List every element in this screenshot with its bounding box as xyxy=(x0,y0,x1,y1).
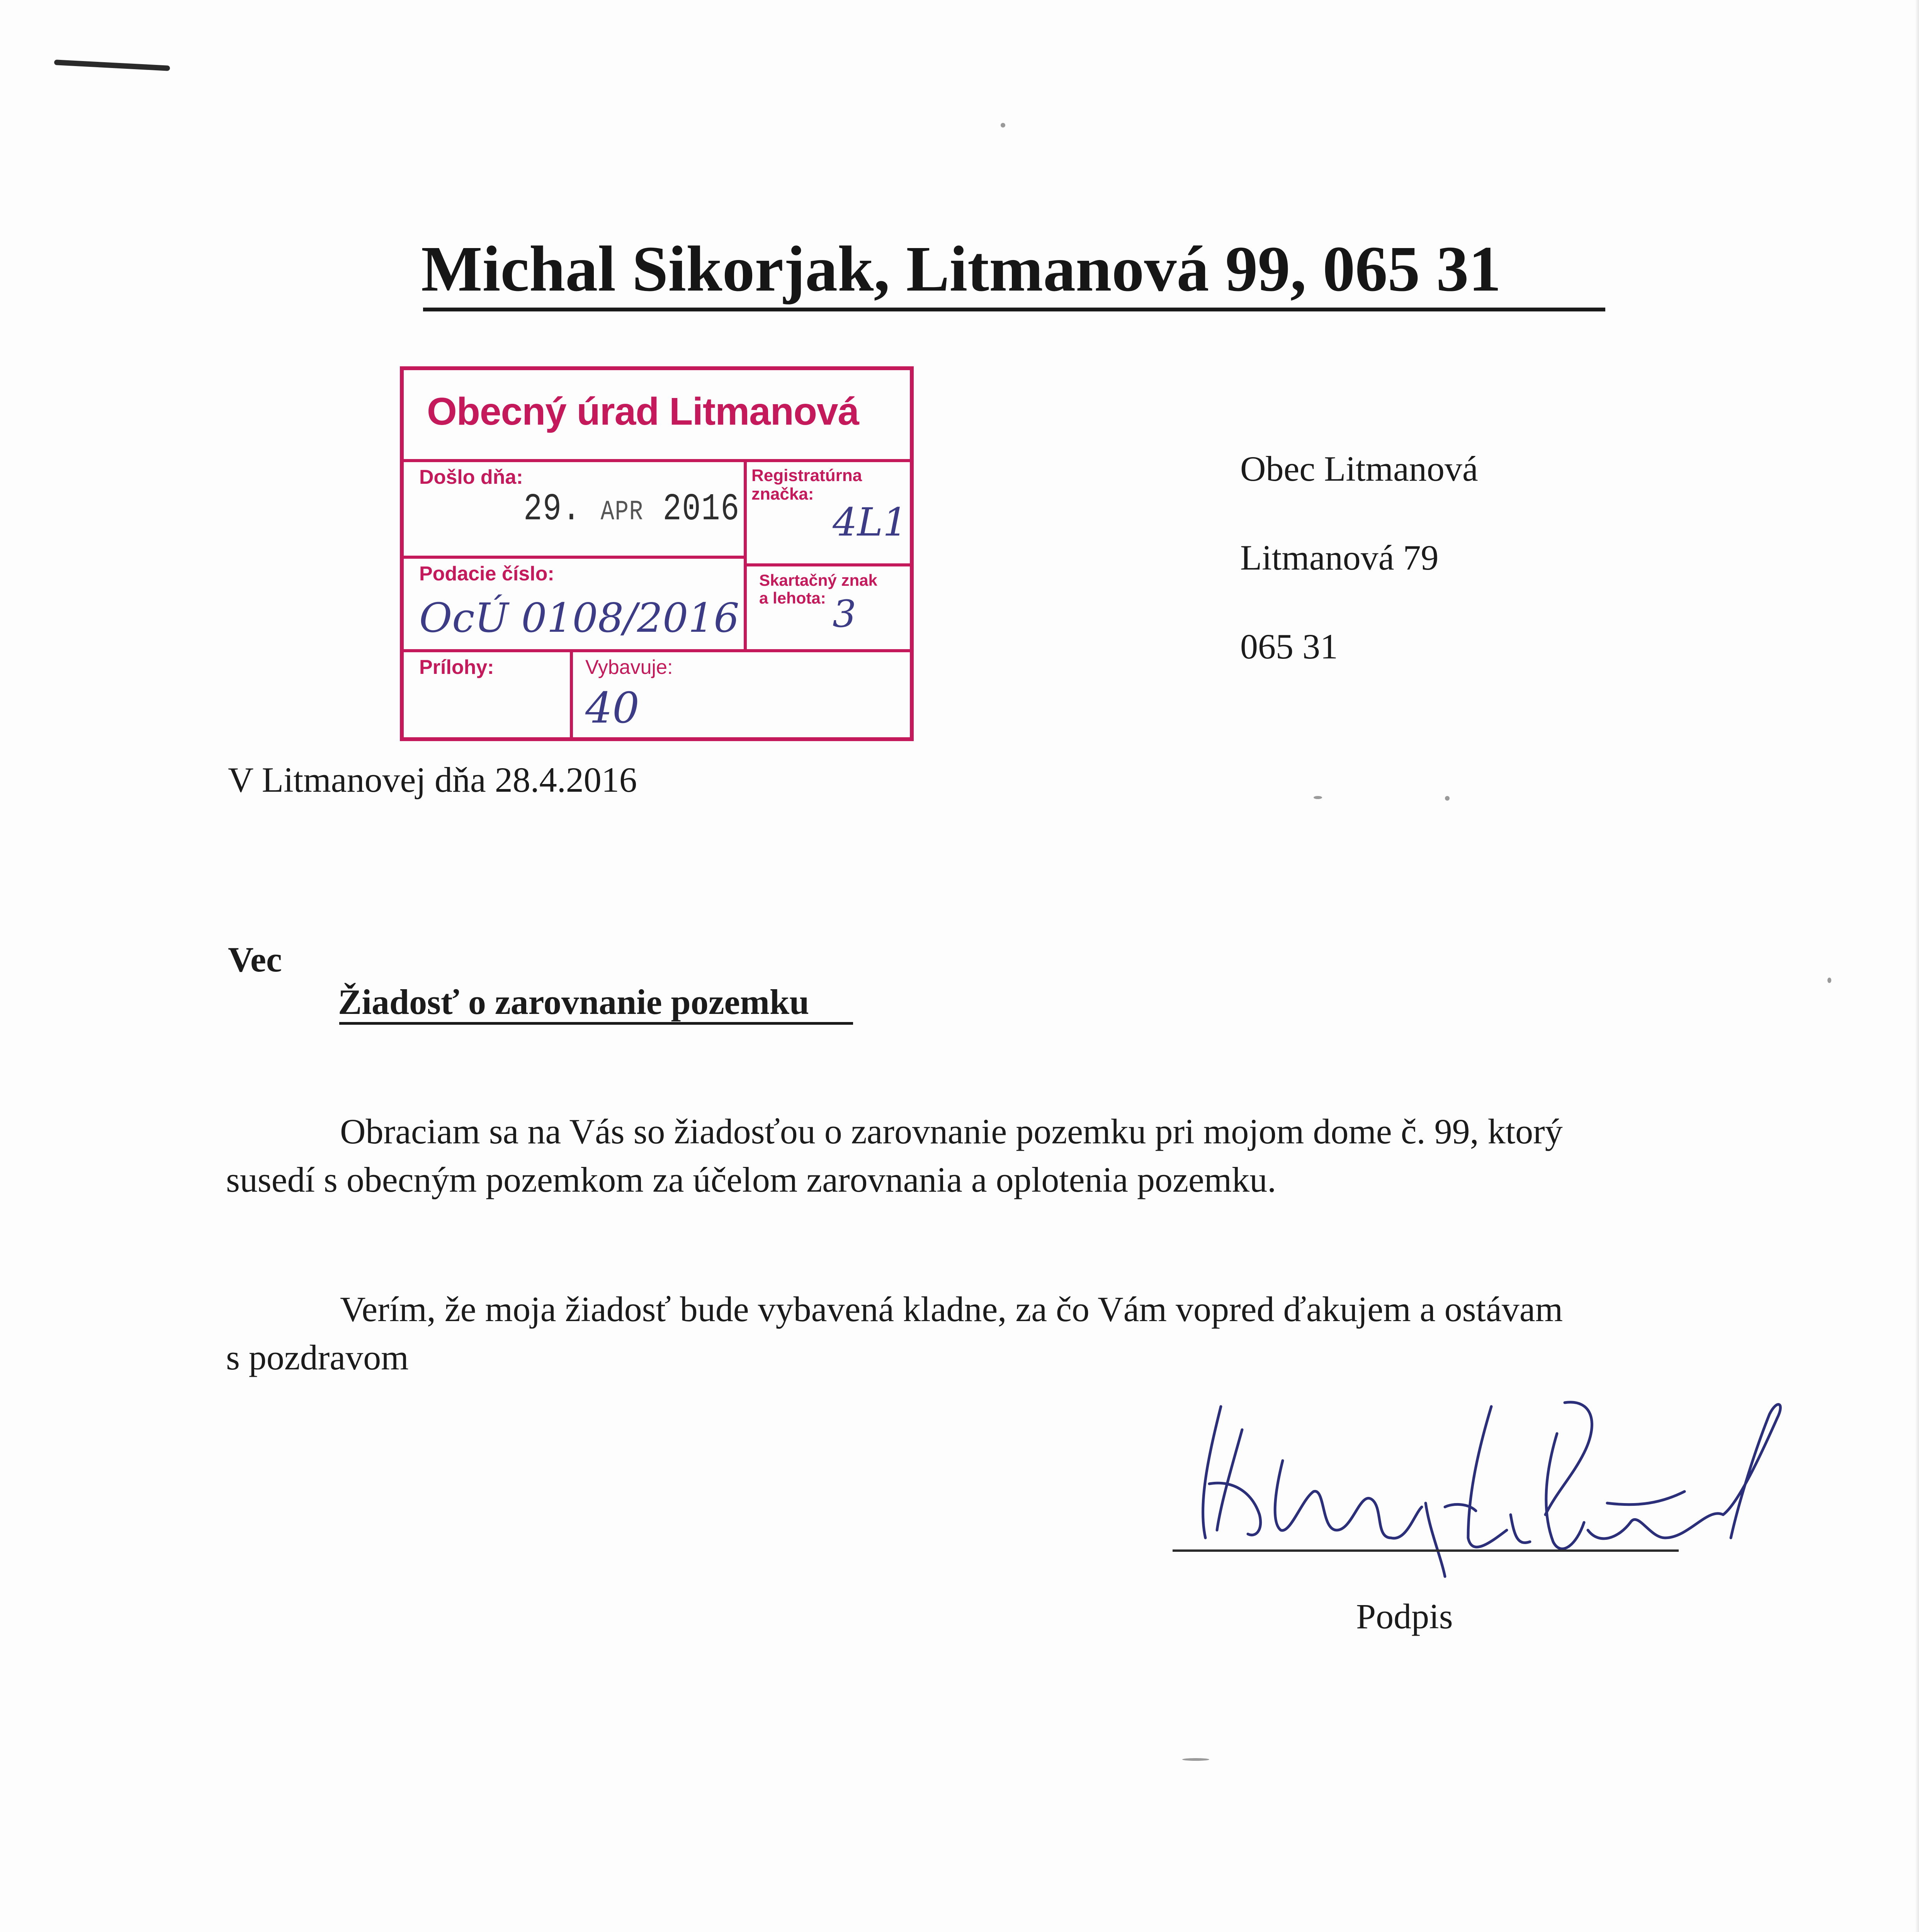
sender-header: Michal Sikorjak, Litmanová 99, 065 31 xyxy=(421,233,1501,305)
scan-speck xyxy=(1827,978,1831,983)
received-day: 29. xyxy=(524,488,581,531)
header-underline xyxy=(423,308,1605,311)
filing-value: OcÚ 0108/2016 xyxy=(419,594,739,641)
signature-label: Podpis xyxy=(1356,1597,1453,1636)
shred-label-1: Skartačný znak xyxy=(759,571,877,589)
registry-label-2: značka: xyxy=(751,485,814,503)
handwritten-signature xyxy=(1175,1376,1800,1592)
attachments-label: Prílohy: xyxy=(419,656,494,679)
registry-stamp xyxy=(400,366,914,741)
received-year: 2016 xyxy=(663,488,740,531)
scan-speck xyxy=(1314,796,1322,799)
stamp-divider xyxy=(404,556,744,559)
stamp-divider xyxy=(404,649,910,652)
stamp-divider xyxy=(744,563,910,566)
pen-mark xyxy=(54,60,170,71)
body-paragraph-2-line-2: s pozdravom xyxy=(226,1338,409,1377)
subject-label: Vec xyxy=(228,940,282,979)
scan-speck xyxy=(1445,796,1450,801)
received-date xyxy=(524,488,740,531)
signature-line xyxy=(1173,1549,1679,1552)
handler-label: Vybavuje: xyxy=(585,656,673,679)
shred-label-2: a lehota: xyxy=(759,589,826,607)
scan-speck xyxy=(1001,123,1005,128)
place-and-date: V Litmanovej dňa 28.4.2016 xyxy=(228,760,637,799)
scan-speck xyxy=(1182,1758,1209,1761)
stamp-divider xyxy=(404,459,910,462)
body-paragraph-1-line-1: Obraciam sa na Vás so žiadosťou o zarovnanie pozemku pri mojom dome č. 99, ktorý xyxy=(340,1112,1563,1151)
stamp-divider xyxy=(570,649,573,737)
received-label: Došlo dňa: xyxy=(419,466,523,488)
filing-label: Podacie číslo: xyxy=(419,563,554,585)
body-paragraph-1-line-2: susedí s obecným pozemkom za účelom zarovnania a oplotenia pozemku. xyxy=(226,1160,1277,1199)
registry-label-1: Registratúrna xyxy=(751,466,862,485)
registry-value: 4L1 xyxy=(833,500,908,545)
received-month: APR xyxy=(600,496,644,528)
body-paragraph-2-line-1: Verím, že moja žiadosť bude vybavená kladne, za čo Vám vopred ďakujem a ostávam xyxy=(340,1289,1563,1329)
recipient-name: Obec Litmanová xyxy=(1240,449,1478,488)
stamp-divider xyxy=(744,459,747,652)
subject-text: Žiadosť o zarovnanie pozemku xyxy=(338,982,809,1022)
recipient-postcode: 065 31 xyxy=(1240,627,1338,666)
subject-underline xyxy=(339,1022,853,1025)
recipient-street: Litmanová 79 xyxy=(1240,538,1439,577)
stamp-title: Obecný úrad Litmanová xyxy=(427,390,859,433)
scan-edge-right xyxy=(1915,0,1919,1932)
shred-value: 3 xyxy=(833,592,857,636)
handler-value: 40 xyxy=(585,683,639,733)
